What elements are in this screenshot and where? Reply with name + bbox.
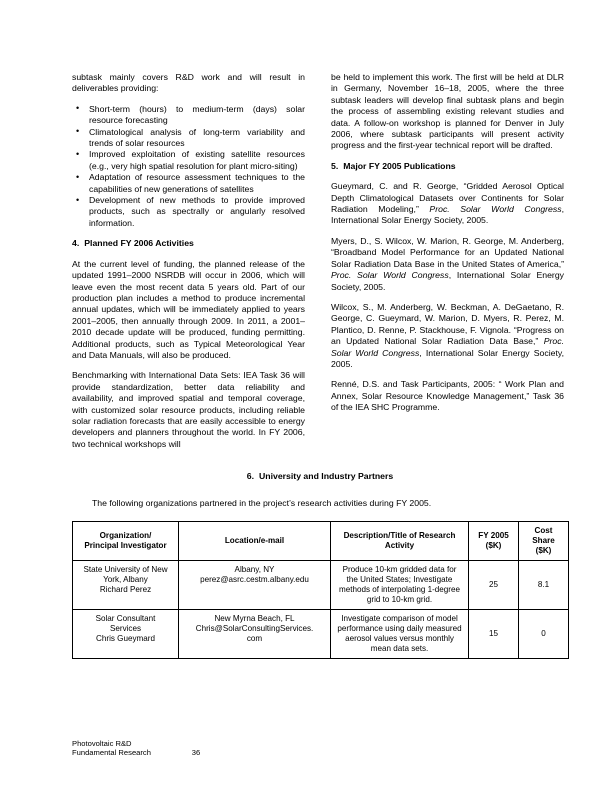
publication-text-post: , International Solar Energy Society, 2005. <box>331 347 564 369</box>
publication-text-post: , International Solar Energy Society, 2005. <box>331 204 564 226</box>
publication-text-pre: Myers, D., S. Wilcox, W. Marion, R. George, M. Anderberg, “Broadband Model Performance for an Updated National Solar Radiation Data Base in the United States of America,” <box>331 235 564 269</box>
column-header-description <box>331 521 469 560</box>
lead-paragraph: subtask mainly covers R&D work and will result in deliverables providing: <box>72 72 305 94</box>
cell-line: perez@asrc.cestm.albany.edu <box>200 574 309 584</box>
column-header-organization <box>73 521 179 560</box>
header-line: Organization/ <box>99 530 152 540</box>
publication-entry <box>331 181 564 227</box>
column-header-cost-share <box>519 521 569 560</box>
section-title: Major FY 2005 Publications <box>343 160 456 171</box>
cell-fy2005: 25 <box>469 560 519 609</box>
list-item <box>76 103 305 127</box>
continuation-paragraph: be held to implement this work. The first will be held at DLR in Germany, November 16–18, 2005, where the three subtask leaders will develop final subtask plans and begin the process of assembling existing relevant studies and data. A follow-on workshop is planned for Denver in July 2006, where subtask participants will present activity progress and the first-year technical report will be drafted. <box>331 72 564 151</box>
page-footer <box>72 739 568 758</box>
header-line: Activity <box>384 540 415 550</box>
list-item-label: Improved exploitation of existing satellite resources (e.g., very high spatial resolution for plant micro-siting) <box>89 149 305 171</box>
section-heading-4 <box>72 238 305 249</box>
cell-line: State University of New <box>83 564 168 574</box>
section-heading-6 <box>72 471 568 481</box>
header-line: Share <box>532 535 555 545</box>
header-line: Principal Investigator <box>84 540 167 550</box>
cell-line: Chris@SolarConsultingServices. <box>195 623 314 633</box>
bullet-icon: • <box>76 126 80 137</box>
section-title: University and Industry Partners <box>259 471 394 482</box>
bullet-icon: • <box>76 148 80 159</box>
partners-intro: The following organizations partnered in the project’s research activities during FY 2005. <box>92 498 432 509</box>
header-line: Description/Title of Research <box>343 530 456 540</box>
publication-text-pre: Renné, D.S. and Task Participants, 2005: “ Work Plan and Annex, Solar Resource Knowledge Management,” Task 36 of the IEA SHC Programme. <box>331 379 564 413</box>
section4-paragraph-2: Benchmarking with International Data Sets: IEA Task 36 will provide standardization, better data reliability and availability, and improved spatial and temporal coverage, with customized solar resource products, including reliable solar radiation forecasts that are easily accessible to energy developers and planners throughout the world. In FY 2006, two technical workshops will <box>72 370 305 449</box>
header-line: ($K) <box>485 540 502 550</box>
cell-description: Produce 10-km gridded data for the United States; Investigate methods of interpolating 1-degree grid to 10-km grid. <box>331 560 469 609</box>
footer-line-2: Fundamental Research <box>72 748 151 758</box>
cell-line: York, Albany <box>103 574 148 584</box>
cell-fy2005: 15 <box>469 609 519 658</box>
publication-entry <box>331 302 564 370</box>
cell-line: Albany, NY <box>234 564 275 574</box>
partners-table <box>72 521 569 659</box>
cell-location <box>179 609 331 658</box>
cell-line: Richard Perez <box>99 584 152 594</box>
publication-entry <box>331 236 564 293</box>
bullet-icon: • <box>76 103 80 114</box>
list-item <box>76 148 305 172</box>
publication-entry <box>331 379 564 413</box>
cell-line: Chris Gueymard <box>96 633 155 643</box>
cell-location <box>179 560 331 609</box>
section4-paragraph-1: At the current level of funding, the planned release of the updated 1991–2000 NSRDB will occur in 2006, which will leave even the most recent data 5 years old. Part of our production plan includes a method to produce incremental annual updates, which will be immediately applied to years 2001–2005, then annually through 2009. In 2011, a 2001–2010 decade update will be produced, funding permitting. Additional products, such as Typical Meteorological Year and Data Manuals, will also be produced. <box>72 258 305 360</box>
deliverables-list <box>72 104 305 229</box>
table-row <box>73 609 569 658</box>
column-header-location <box>179 521 331 560</box>
cell-cost-share: 8.1 <box>519 560 569 609</box>
publication-journal: Proc. Solar World Congress <box>429 204 562 215</box>
section-number: 6. <box>246 471 255 482</box>
cell-line: Solar Consultant <box>95 613 156 623</box>
cell-cost-share: 0 <box>519 609 569 658</box>
publication-text-pre: Wilcox, S., M. Anderberg, W. Beckman, A. DeGaetano, R. George, C. Gueymard, W. Marion, D. Myers, R. Perez, M. Plantico, D. Renne, P. Stackhouse, F. Vignola. “Progress on an Updated National Solar Radiation Data Base,” <box>331 301 564 347</box>
cell-line: Services <box>109 623 142 633</box>
footer-line-1: Photovoltaic R&D <box>72 738 132 748</box>
section-title: Planned FY 2006 Activities <box>84 238 194 249</box>
section-number: 4. <box>72 238 80 249</box>
header-line: ($K) <box>535 545 552 555</box>
list-item-label: Short-term (hours) to medium-term (days) solar resource forecasting <box>89 103 305 126</box>
list-item <box>76 194 305 229</box>
header-line: Location/e-mail <box>224 535 285 545</box>
table-header-row <box>73 521 569 560</box>
publication-journal: Proc. Solar World Congress <box>331 270 449 281</box>
publication-text-post: , International Solar Energy Society, 2005. <box>331 270 565 292</box>
list-item-label: Climatological analysis of long-term variability and trends of solar resources <box>89 126 305 149</box>
right-column <box>331 72 564 423</box>
partners-section <box>72 471 568 658</box>
cell-line: com <box>246 633 263 643</box>
left-column <box>72 72 305 459</box>
section-heading-5 <box>331 161 564 172</box>
publication-text-pre: Gueymard, C. and R. George, “Gridded Aerosol Optical Depth Climatological Datasets over Continents for Solar Radiation Modeling,” <box>331 181 564 215</box>
page-number: 36 <box>191 748 201 758</box>
section-number: 5. <box>331 160 339 171</box>
table-row <box>73 560 569 609</box>
cell-line: New Myrna Beach, FL <box>214 613 295 623</box>
cell-organization <box>73 560 179 609</box>
bullet-icon: • <box>76 171 80 182</box>
column-header-fy2005 <box>469 521 519 560</box>
header-line: FY 2005 <box>478 530 509 540</box>
list-item <box>76 126 305 150</box>
bullet-icon: • <box>76 194 80 205</box>
publication-journal: Proc. Solar World Congress <box>331 336 564 358</box>
header-line: Cost <box>534 525 553 535</box>
two-column-body <box>72 72 568 459</box>
list-item <box>76 171 305 195</box>
cell-description: Investigate comparison of model performance using daily measured aerosol values versus monthly mean data sets. <box>331 609 469 658</box>
cell-organization <box>73 609 179 658</box>
list-item-label: Adaptation of resource assessment techniques to the capabilities of new generations of satellites <box>89 172 305 194</box>
list-item-label: Development of new methods to provide improved products, such as spectrally or angularly resolved information. <box>89 195 305 228</box>
